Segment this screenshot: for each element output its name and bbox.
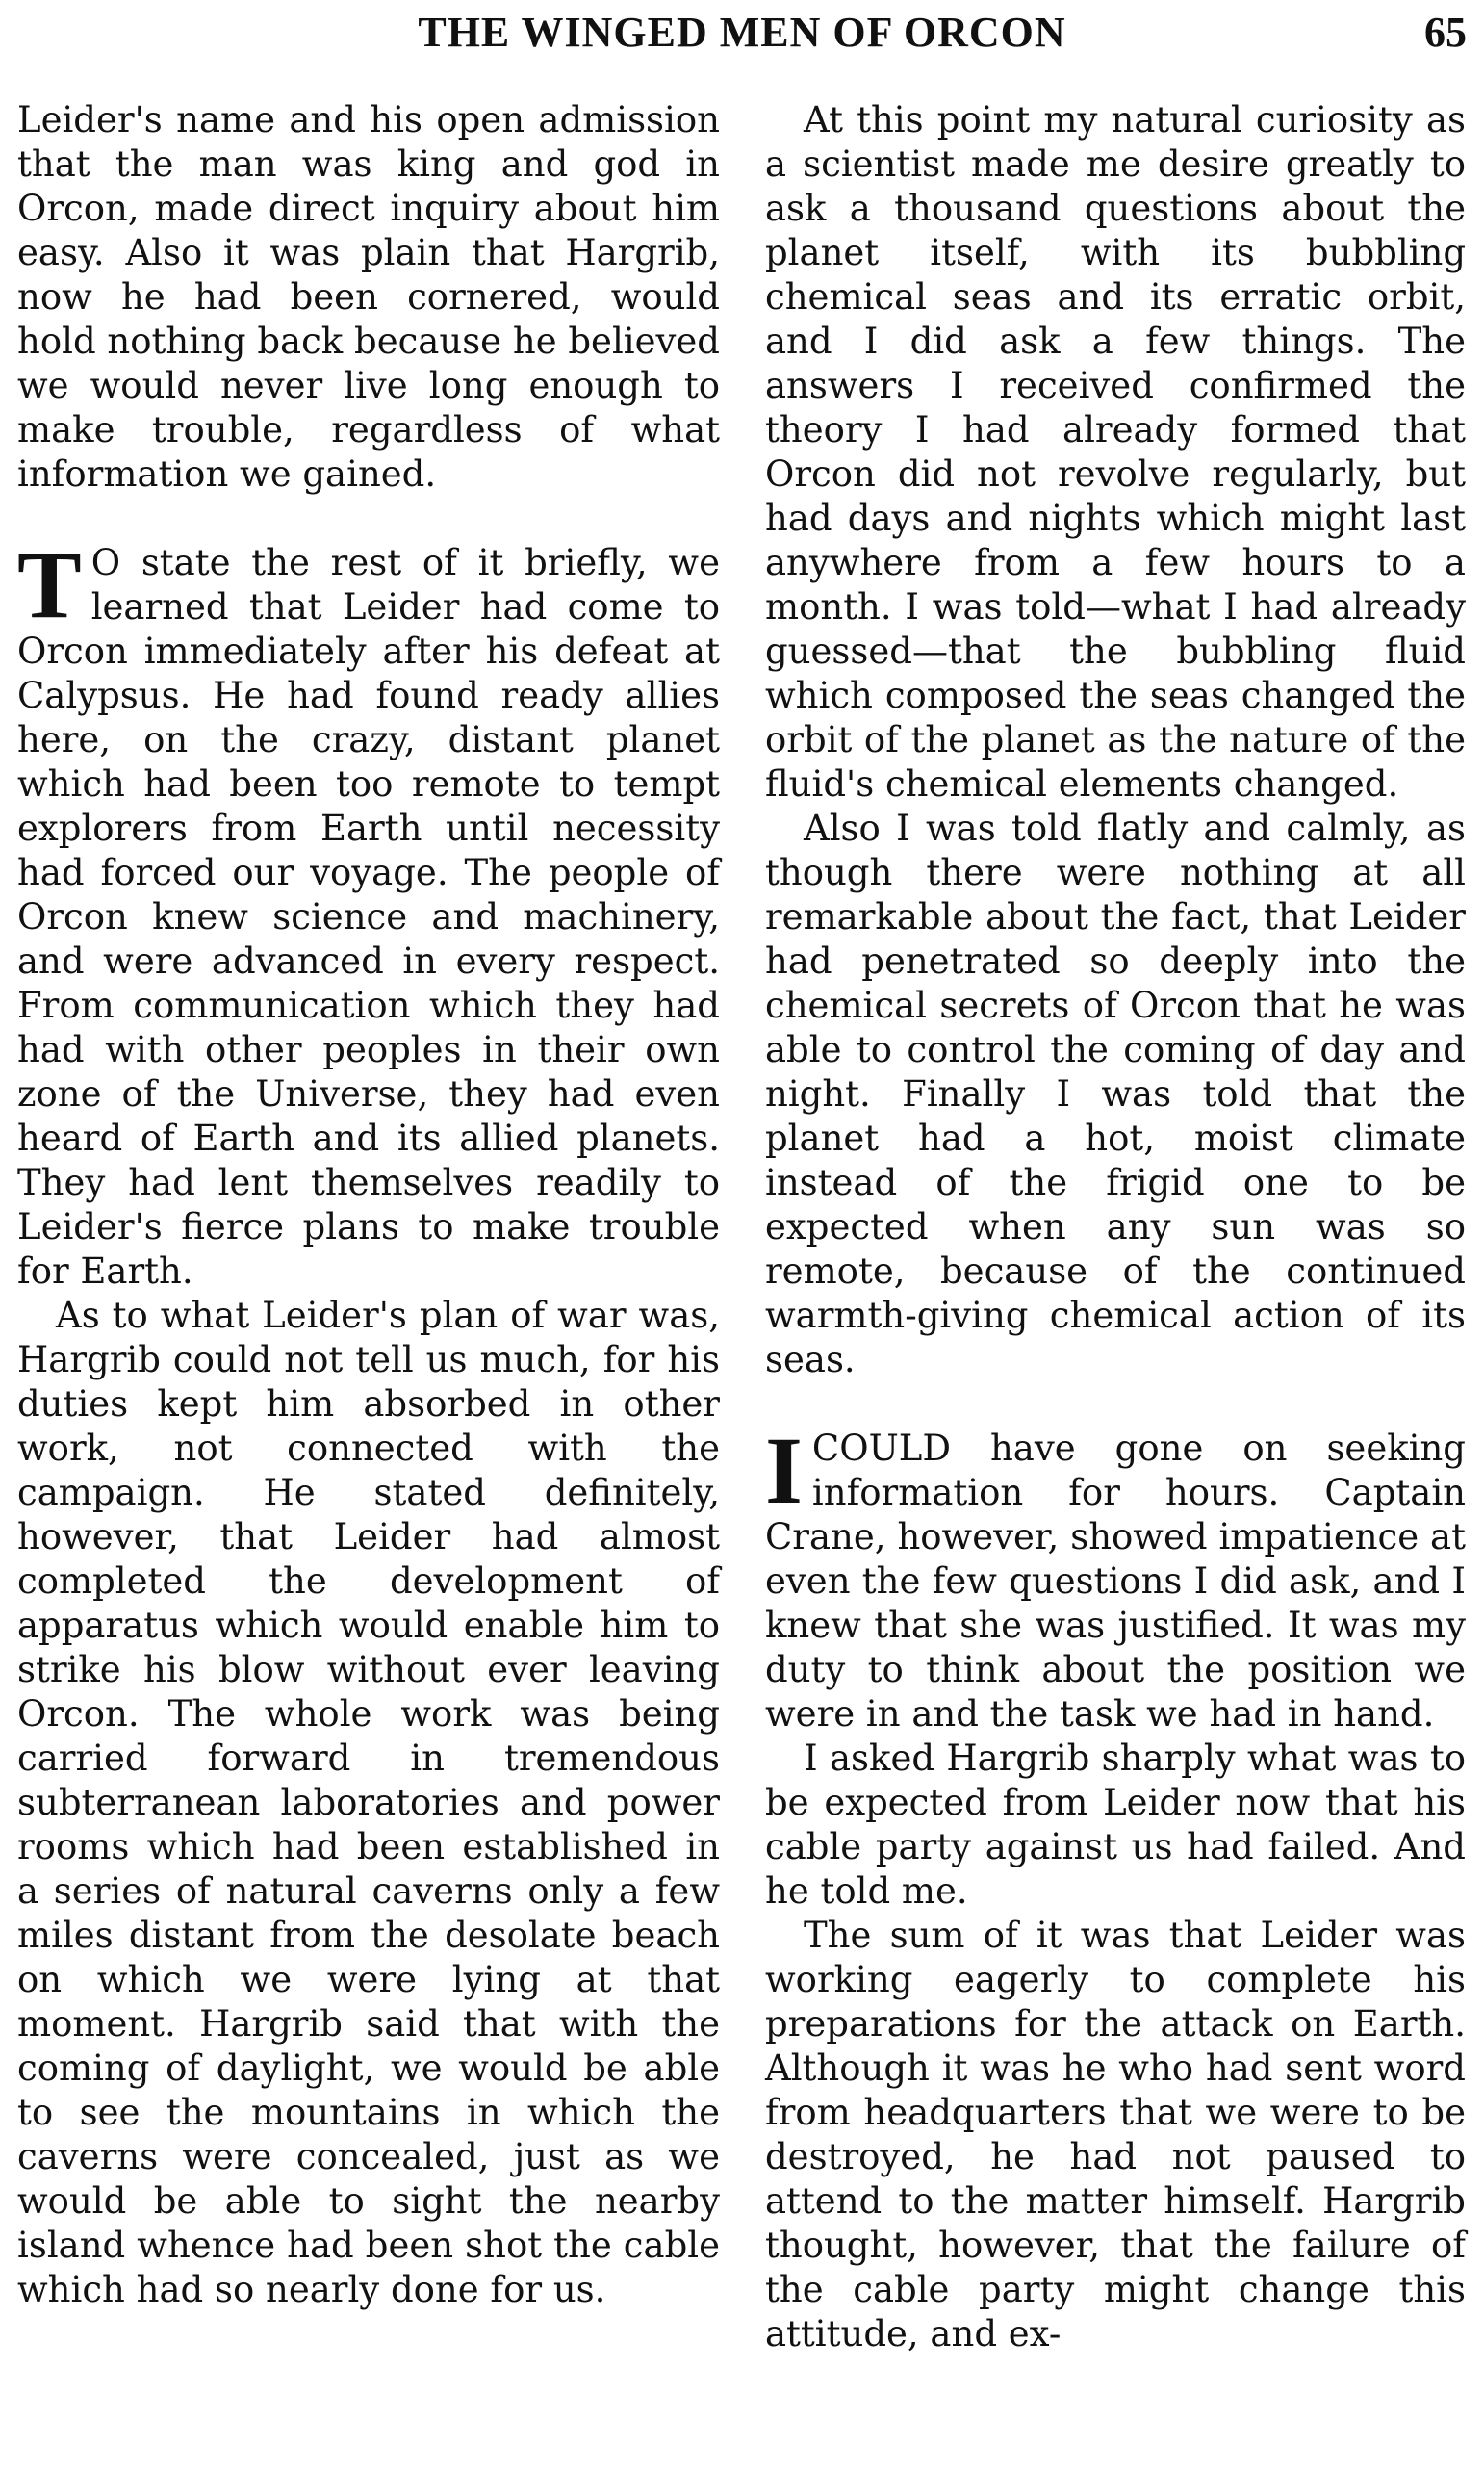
section-paragraph bbox=[17, 531, 720, 1294]
paragraph: I asked Hargrib sharply what was to be expected from Leider now that his cable party against us had failed. And he told me. bbox=[765, 1738, 1466, 1912]
right-column bbox=[765, 98, 1466, 2356]
paragraph: Leider's name and his open admission that the man was king and god in Orcon, made direct inquiry about him easy. Also it was plain that Hargrib, now he had been cornered, would hold nothing back because he believed we would never live long enough to make trouble, regardless of what information we gained. bbox=[17, 99, 720, 495]
left-column bbox=[17, 98, 720, 2312]
section-paragraph bbox=[765, 1417, 1466, 1737]
paragraph-text: O state the rest of it briefly, we learned that Leider had come to Orcon immediately after his defeat at Calypsus. He had found ready allies here, on the crazy, distant planet which had been too remote to tempt explorers from Earth until necessity had forced our voyage. The people of Orcon knew science and machinery, and were advanced in every respect. From communication which they had had with other peoples in their own zone of the Universe, they had even heard of Earth and its allied planets. They had lent themselves readily to Leider's fierce plans to make trouble for Earth. bbox=[17, 542, 720, 1292]
page-header bbox=[0, 0, 1484, 77]
paragraph: Also I was told flatly and calmly, as though there were nothing at all remarkable about the fact, that Leider had penetrated so deeply into the chemical secrets of Orcon that he was able to control the coming of day and night. Finally I was told that the planet had a hot, moist climate instead of the frigid one to be expected when any sun was so remote, because of the continued warmth-giving chemical action of its seas. bbox=[765, 808, 1466, 1380]
page-number: 65 bbox=[1424, 9, 1467, 56]
paragraph: The sum of it was that Leider was working eagerly to complete his preparations for the attack on Earth. Although it was he who had sent word from headquarters that we were to be destroyed, he had not paused to attend to the matter himself. Hargrib thought, however, that the failure of the cable party might change this attitude, and ex- bbox=[765, 1915, 1466, 2355]
running-title: THE WINGED MEN OF ORCON bbox=[418, 9, 1066, 56]
paragraph: At this point my natural curiosity as a scientist made me desire greatly to ask a thousand questions about the planet itself, with its bubbling chemical seas and its erratic orbit, and I did ask a few things. The answers I received confirmed the theory I had already formed that Orcon did not revolve regularly, but had days and nights which might last anywhere from a few hours to a month. I was told—what I had already guessed—that the bubbling fluid which composed the seas changed the orbit of the planet as the nature of the fluid's chemical elements changed. bbox=[765, 99, 1466, 805]
drop-cap: I bbox=[765, 1417, 803, 1524]
paragraph-text: COULD have gone on seeking information for hours. Captain Crane, however, showed impatience at even the few questions I did ask, and I knew that she was justified. It was my duty to think about the position we were in and the task we had in hand. bbox=[765, 1428, 1466, 1735]
paragraph: As to what Leider's plan of war was, Hargrib could not tell us much, for his duties kept him absorbed in other work, not connected with the campaign. He stated definitely, however, that Leider had almost completed the development of apparatus which would enable him to strike his blow without ever leaving Orcon. The whole work was being carried forward in tremendous subterranean laboratories and power rooms which had been established in a series of natural caverns only a few miles distant from the desolate beach on which we were lying at that moment. Hargrib said that with the coming of daylight, we would be able to see the mountains in which the caverns were concealed, just as we would be able to sight the nearby island whence had been shot the cable which had so nearly done for us. bbox=[17, 1295, 720, 2310]
drop-cap: T bbox=[17, 531, 82, 638]
